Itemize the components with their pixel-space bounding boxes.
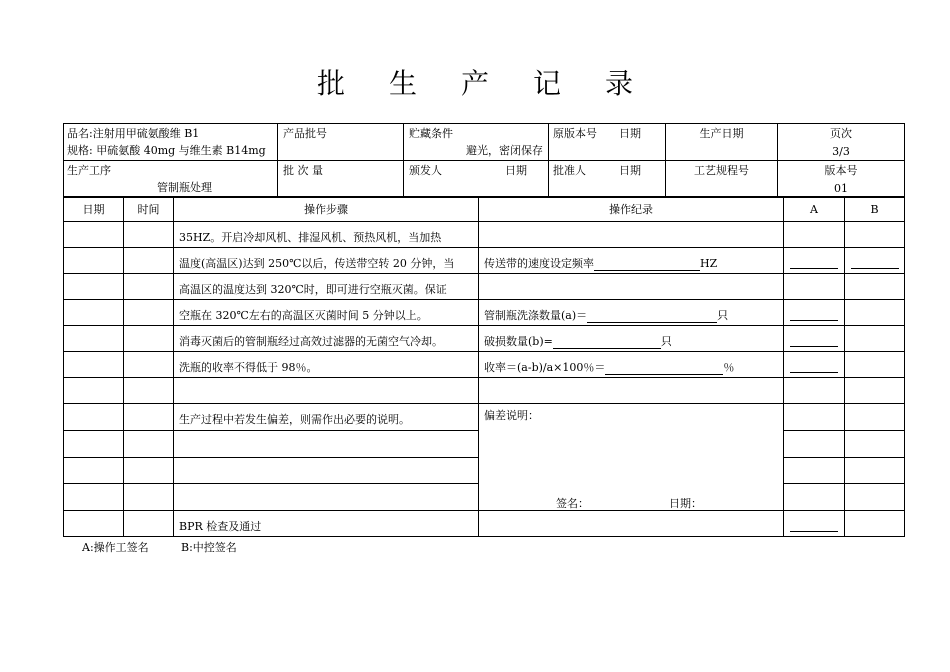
storage-label: 贮藏条件	[409, 127, 453, 140]
step-text: 洗瓶的收率不得低于 98％。	[179, 361, 318, 374]
approver-date-label: 日期	[619, 164, 641, 177]
record-cell	[479, 300, 784, 326]
time-cell[interactable]	[124, 222, 174, 248]
sign-a-cell[interactable]	[784, 511, 845, 537]
deviation-date-label: 日期：	[669, 497, 702, 510]
time-cell[interactable]	[124, 484, 174, 511]
deviation-label: 偏差说明：	[484, 409, 539, 422]
col-header-time: 时间	[124, 197, 174, 222]
storage-value: 避光，密闭保存	[466, 144, 543, 157]
version-label: 版本号	[824, 164, 858, 177]
process-cell	[64, 161, 278, 198]
batch-no-cell	[278, 124, 404, 161]
approver-label: 批准人	[553, 164, 586, 177]
title-char: 录	[605, 67, 656, 100]
title-char: 产	[460, 67, 511, 100]
storage-cell	[404, 124, 549, 161]
record-cell	[479, 248, 784, 274]
step-cell	[174, 430, 479, 457]
sign-b-cell[interactable]	[845, 274, 905, 300]
sign-b-cell[interactable]	[845, 326, 905, 352]
step-text: 生产过程中若发生偏差，则需作出必要的说明。	[179, 413, 410, 426]
footer-b-note: B:中控签名	[181, 541, 237, 554]
sign-a-cell[interactable]	[784, 352, 845, 378]
procedure-cell	[666, 161, 778, 198]
batch-qty-cell	[278, 161, 404, 198]
col-header-steps: 操作步骤	[174, 197, 479, 222]
date-cell[interactable]	[64, 484, 124, 511]
process-label: 生产工序	[67, 164, 111, 177]
table-row	[64, 378, 905, 404]
date-cell[interactable]	[64, 511, 124, 537]
date-cell[interactable]	[64, 378, 124, 404]
time-cell[interactable]	[124, 274, 174, 300]
process-value: 管制瓶处理	[157, 181, 212, 194]
record-cell	[479, 352, 784, 378]
title-char: 生	[388, 67, 439, 100]
issuer-cell	[404, 161, 549, 198]
sign-a-cell[interactable]	[784, 274, 845, 300]
record-cell	[479, 511, 784, 537]
date-cell[interactable]	[64, 352, 124, 378]
step-cell	[174, 274, 479, 300]
step-text: 温度(高温区)达到 250℃以后，传送带空转 20 分钟，当	[179, 257, 455, 270]
date-cell[interactable]	[64, 326, 124, 352]
record-cell	[479, 222, 784, 248]
step-text: 消毒灭菌后的管制瓶经过高效过滤器的无菌空气冷却。	[179, 335, 443, 348]
signature-line-a[interactable]	[790, 268, 838, 269]
orig-version-cell	[549, 124, 666, 161]
broken-qty-input-line[interactable]	[553, 348, 661, 349]
time-cell[interactable]	[124, 430, 174, 457]
step-text: 高温区的温度达到 320℃时，即可进行空瓶灭菌。保证	[179, 283, 447, 296]
batch-no-label: 产品批号	[283, 127, 327, 140]
col-header-b: B	[845, 197, 905, 222]
col-header-date: 日期	[64, 197, 124, 222]
col-header-records: 操作纪录	[479, 197, 784, 222]
sign-a-cell[interactable]	[784, 484, 845, 511]
page-cell	[778, 124, 905, 161]
date-cell[interactable]	[64, 274, 124, 300]
sign-a-cell[interactable]	[784, 326, 845, 352]
time-cell[interactable]	[124, 378, 174, 404]
operations-table	[63, 196, 905, 537]
title-char: 记	[533, 67, 584, 100]
time-cell[interactable]	[124, 248, 174, 274]
sign-b-cell[interactable]	[845, 484, 905, 511]
issuer-label: 颁发人	[409, 164, 442, 177]
signature-line-a[interactable]	[790, 531, 838, 532]
broken-qty-label: 破损数量(b)=	[484, 335, 553, 348]
time-cell[interactable]	[124, 404, 174, 431]
sign-a-cell[interactable]	[784, 430, 845, 457]
table-row	[64, 404, 905, 431]
sign-b-cell[interactable]	[845, 248, 905, 274]
signature-line-a[interactable]	[790, 346, 838, 347]
step-text: 空瓶在 320℃左右的高温区灭菌时间 5 分钟以上。	[179, 309, 428, 322]
procedure-no-label: 工艺规程号	[694, 164, 749, 177]
table-row	[64, 300, 905, 326]
sign-b-cell[interactable]	[845, 511, 905, 537]
time-cell[interactable]	[124, 326, 174, 352]
table-row	[64, 352, 905, 378]
page-title	[0, 62, 950, 102]
batch-qty-label: 批 次 量	[283, 164, 323, 177]
step-cell	[174, 352, 479, 378]
sign-b-cell[interactable]	[845, 300, 905, 326]
yield-input-line[interactable]	[605, 374, 723, 375]
deviation-sign-label: 签名：	[556, 497, 589, 510]
issuer-date-label: 日期	[505, 164, 527, 177]
step-cell	[174, 248, 479, 274]
broken-qty-unit: 只	[660, 335, 672, 348]
speed-unit: HZ	[700, 257, 718, 270]
sign-a-cell[interactable]	[784, 222, 845, 248]
time-cell[interactable]	[124, 352, 174, 378]
prod-date-cell	[666, 124, 778, 161]
wash-qty-label: 管制瓶洗涤数量(a)＝	[484, 309, 588, 322]
sign-b-cell[interactable]	[845, 378, 905, 404]
step-text: 35HZ。开启冷却风机、排湿风机、预热风机，当加热	[179, 231, 442, 244]
date-cell[interactable]	[64, 457, 124, 484]
step-cell	[174, 326, 479, 352]
yield-label: 收率＝(a-b)/a×100％＝	[484, 361, 606, 374]
step-cell	[174, 300, 479, 326]
prod-date-label: 生产日期	[699, 127, 744, 140]
step-cell	[174, 457, 479, 484]
record-cell	[479, 274, 784, 300]
date-cell[interactable]	[64, 300, 124, 326]
signature-line-a[interactable]	[790, 320, 838, 321]
table-row	[64, 326, 905, 352]
version-value: 01	[834, 182, 848, 195]
sign-b-cell[interactable]	[845, 404, 905, 431]
time-cell[interactable]	[124, 511, 174, 537]
step-cell	[174, 511, 479, 537]
sign-a-cell[interactable]	[784, 378, 845, 404]
time-cell[interactable]	[124, 457, 174, 484]
approver-cell	[549, 161, 666, 198]
sign-a-cell[interactable]	[784, 248, 845, 274]
title-char: 批	[316, 67, 367, 100]
sign-b-cell[interactable]	[845, 222, 905, 248]
signature-line-b[interactable]	[851, 268, 899, 269]
date-cell[interactable]	[64, 404, 124, 431]
yield-unit: ％	[723, 361, 735, 374]
record-cell	[479, 378, 784, 404]
time-cell[interactable]	[124, 300, 174, 326]
speed-input-line[interactable]	[594, 270, 700, 271]
table-row	[64, 274, 905, 300]
wash-qty-unit: 只	[717, 309, 729, 322]
col-header-a: A	[784, 197, 845, 222]
sign-a-cell[interactable]	[784, 457, 845, 484]
date-cell[interactable]	[64, 430, 124, 457]
step-cell	[174, 378, 479, 404]
date-cell[interactable]	[64, 248, 124, 274]
table-row	[64, 222, 905, 248]
date-cell[interactable]	[64, 222, 124, 248]
deviation-cell[interactable]	[479, 404, 784, 511]
sign-b-cell[interactable]	[845, 352, 905, 378]
page-value: 3/3	[832, 145, 850, 158]
orig-date-label: 日期	[619, 127, 641, 140]
table-row	[64, 248, 905, 274]
step-cell	[174, 404, 479, 431]
page-label: 页次	[830, 127, 852, 140]
footer-a-note: A:操作工签名	[82, 541, 149, 554]
step-cell	[174, 222, 479, 248]
speed-label: 传送带的速度设定频率	[484, 257, 594, 270]
signature-line-a[interactable]	[790, 372, 838, 373]
sign-a-cell[interactable]	[784, 300, 845, 326]
table-row	[64, 511, 905, 537]
step-text: BPR 检查及通过	[179, 520, 262, 533]
orig-version-label: 原版本号	[553, 127, 597, 140]
wash-qty-input-line[interactable]	[587, 322, 717, 323]
sign-a-cell[interactable]	[784, 404, 845, 431]
version-cell	[778, 161, 905, 198]
sign-b-cell[interactable]	[845, 430, 905, 457]
step-cell	[174, 484, 479, 511]
product-cell	[64, 124, 278, 161]
record-cell	[479, 326, 784, 352]
product-name: 品名:注射用甲硫氨酸维 B1	[67, 127, 200, 140]
sign-b-cell[interactable]	[845, 457, 905, 484]
product-spec: 规格: 甲硫氨酸 40mg 与维生素 B14mg	[67, 144, 266, 157]
info-table	[63, 123, 905, 198]
